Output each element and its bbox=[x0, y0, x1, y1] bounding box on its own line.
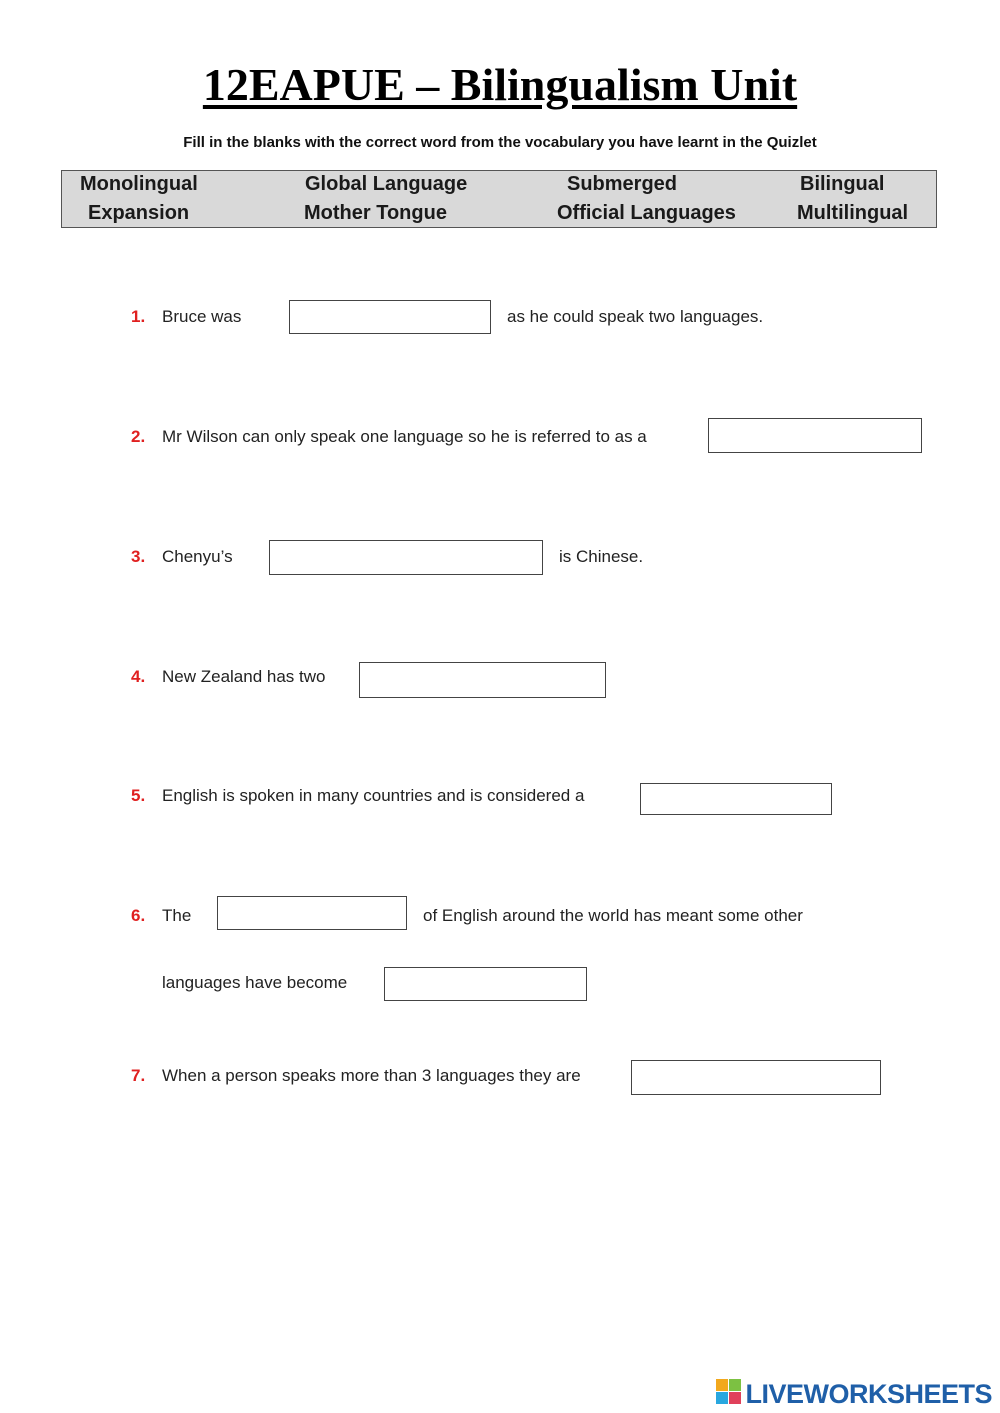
question-text: Mr Wilson can only speak one language so he is referred to as a bbox=[162, 427, 647, 446]
question-number: 7. bbox=[131, 1066, 146, 1085]
question-number: 2. bbox=[131, 427, 146, 446]
word-bank-item: Submerged bbox=[567, 173, 678, 195]
liveworksheets-logo-text: LIVEWORKSHEETS bbox=[745, 1378, 992, 1409]
question-text: English is spoken in many countries and is considered a bbox=[162, 786, 585, 805]
question-text: is Chinese. bbox=[559, 547, 644, 566]
liveworksheets-logo-icon bbox=[716, 1379, 742, 1410]
answer-input-1[interactable] bbox=[289, 300, 491, 334]
word-bank-item: Multilingual bbox=[797, 202, 909, 224]
question-text: Bruce was bbox=[162, 307, 242, 326]
word-bank-item: Mother Tongue bbox=[304, 202, 447, 224]
word-bank-item: Global Language bbox=[305, 173, 468, 195]
question-number: 6. bbox=[131, 906, 146, 925]
answer-input-6b[interactable] bbox=[384, 967, 587, 1001]
question-text: New Zealand has two bbox=[162, 667, 326, 686]
question-text: When a person speaks more than 3 languages they are bbox=[162, 1066, 581, 1085]
question-text: Chenyu’s bbox=[162, 547, 233, 566]
word-bank-item: Monolingual bbox=[80, 173, 198, 195]
instruction-text: Fill in the blanks with the correct word from the vocabulary you have learnt in the Quizlet bbox=[183, 134, 817, 151]
worksheet-title: 12EAPUE – Bilingualism Unit bbox=[202, 59, 798, 110]
word-bank-item: Bilingual bbox=[800, 173, 885, 195]
question-text: of English around the world has meant some other bbox=[423, 906, 803, 925]
answer-input-6a[interactable] bbox=[217, 896, 407, 930]
answer-input-2[interactable] bbox=[708, 418, 922, 453]
liveworksheets-branding bbox=[716, 1378, 992, 1410]
answer-input-5[interactable] bbox=[640, 783, 832, 815]
question-text: as he could speak two languages. bbox=[507, 307, 764, 326]
word-bank-item: Official Languages bbox=[557, 202, 736, 224]
question-text: languages have become bbox=[162, 973, 348, 992]
word-bank bbox=[61, 170, 937, 228]
question-number: 5. bbox=[131, 786, 146, 805]
answer-input-7[interactable] bbox=[631, 1060, 881, 1095]
question-text: The bbox=[162, 906, 192, 925]
word-bank-item: Expansion bbox=[88, 202, 190, 224]
question-number: 4. bbox=[131, 667, 146, 686]
question-number: 3. bbox=[131, 547, 146, 566]
question-number: 1. bbox=[131, 307, 146, 326]
answer-input-4[interactable] bbox=[359, 662, 606, 698]
answer-input-3[interactable] bbox=[269, 540, 543, 575]
